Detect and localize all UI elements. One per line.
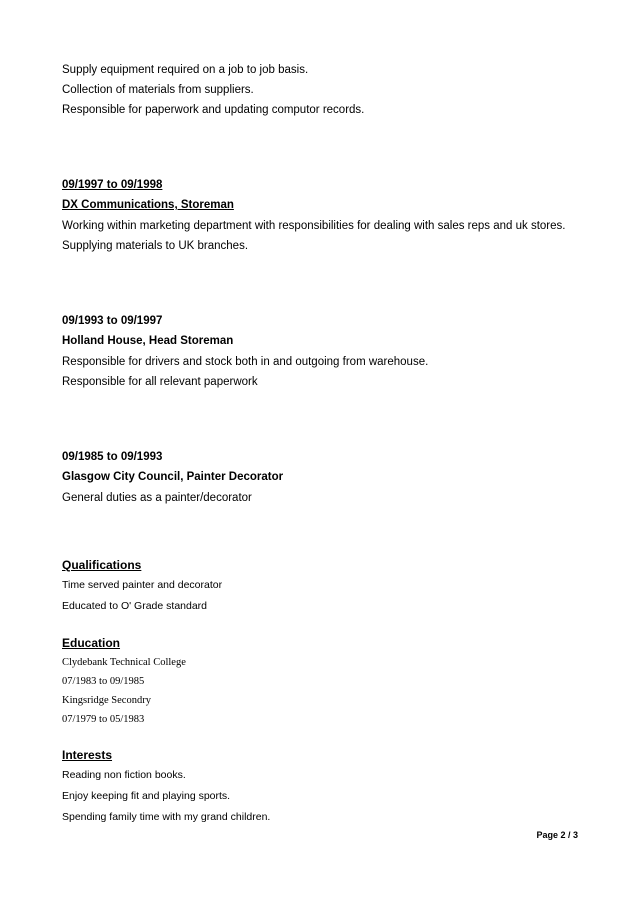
spacer bbox=[62, 392, 602, 447]
education-line: Clydebank Technical College bbox=[62, 657, 186, 668]
intro-line: Responsible for paperwork and updating computor records. bbox=[62, 104, 365, 116]
qualification-line: Time served painter and decorator bbox=[62, 579, 223, 591]
education-line: 07/1979 to 05/1983 bbox=[62, 714, 145, 725]
spacer bbox=[62, 120, 602, 175]
interest-line: Spending family time with my grand children. bbox=[62, 811, 271, 823]
interests-section bbox=[62, 745, 602, 828]
section-heading: Education bbox=[62, 636, 121, 650]
intro-line: Supply equipment required on a job to job basis. bbox=[62, 64, 309, 76]
job-dates: 09/1997 to 09/1998 bbox=[62, 179, 163, 191]
intro-line: Collection of materials from suppliers. bbox=[62, 84, 254, 96]
interest-line: Enjoy keeping fit and playing sports. bbox=[62, 790, 231, 802]
section-heading: Interests bbox=[62, 748, 113, 762]
job-duty-line: Supplying materials to UK branches. bbox=[62, 240, 249, 252]
job-duty-line: General duties as a painter/decorator bbox=[62, 492, 252, 504]
job-employer: Glasgow City Council, Painter Decorator bbox=[62, 471, 284, 483]
qualifications-section bbox=[62, 555, 602, 617]
job-employer: Holland House, Head Storeman bbox=[62, 335, 234, 347]
job-duty-line: Responsible for all relevant paperwork bbox=[62, 376, 258, 388]
qualification-line: Educated to O' Grade standard bbox=[62, 600, 208, 612]
interest-line: Reading non fiction books. bbox=[62, 769, 186, 781]
education-section bbox=[62, 633, 602, 729]
education-line: 07/1983 to 09/1985 bbox=[62, 676, 145, 687]
spacer bbox=[62, 617, 602, 633]
page-content bbox=[62, 60, 602, 828]
education-line: Kingsridge Secondry bbox=[62, 695, 151, 706]
job-entry bbox=[62, 311, 602, 392]
job-duty-line: Responsible for drivers and stock both in and outgoing from warehouse. bbox=[62, 356, 429, 368]
spacer bbox=[62, 508, 602, 555]
job-employer: DX Communications, Storeman bbox=[62, 199, 234, 211]
job-duty-line: Working within marketing department with responsibilities for dealing with sales reps and uk stores. bbox=[62, 220, 566, 232]
job-dates: 09/1985 to 09/1993 bbox=[62, 451, 163, 463]
job-dates: 09/1993 to 09/1997 bbox=[62, 315, 163, 327]
intro-section bbox=[62, 60, 602, 120]
spacer bbox=[62, 729, 602, 745]
spacer bbox=[62, 256, 602, 311]
job-entry bbox=[62, 447, 602, 508]
page-number: Page 2 / 3 bbox=[536, 830, 578, 840]
job-entry bbox=[62, 175, 602, 256]
section-heading: Qualifications bbox=[62, 558, 142, 572]
